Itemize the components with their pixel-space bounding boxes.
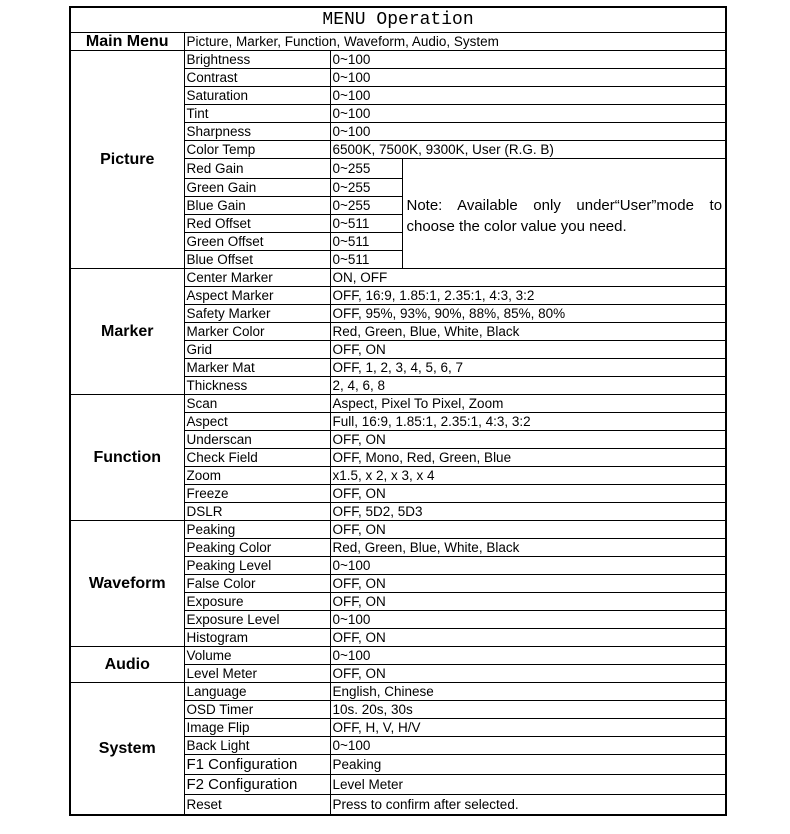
setting-name: Zoom — [184, 467, 330, 485]
setting-value: OFF, ON — [330, 665, 726, 683]
setting-value: 10s. 20s, 30s — [330, 701, 726, 719]
setting-name: Blue Offset — [184, 251, 330, 269]
section-label-function: Function — [70, 395, 184, 521]
setting-name: F1 Configuration — [184, 755, 330, 775]
setting-value: OFF, ON — [330, 341, 726, 359]
setting-name: Volume — [184, 647, 330, 665]
setting-value: OFF, ON — [330, 485, 726, 503]
setting-value: English, Chinese — [330, 683, 726, 701]
setting-value: OFF, ON — [330, 431, 726, 449]
setting-name: Exposure Level — [184, 611, 330, 629]
setting-name: Image Flip — [184, 719, 330, 737]
setting-value: 0~511 — [330, 251, 402, 269]
setting-value: 0~511 — [330, 215, 402, 233]
setting-name: Exposure — [184, 593, 330, 611]
setting-value: 0~100 — [330, 737, 726, 755]
setting-value: 0~100 — [330, 87, 726, 105]
main-menu-row — [70, 33, 726, 51]
setting-value: 0~511 — [330, 233, 402, 251]
setting-value: 0~255 — [330, 197, 402, 215]
setting-value: 0~255 — [330, 159, 402, 179]
setting-value: OFF, ON — [330, 521, 726, 539]
setting-name: Peaking — [184, 521, 330, 539]
section-label-picture: Picture — [70, 51, 184, 269]
setting-value: Red, Green, Blue, White, Black — [330, 539, 726, 557]
setting-value: OFF, H, V, H/V — [330, 719, 726, 737]
color-gain-note: Note: Available only under“User”mode to choose the color value you need. — [402, 159, 726, 269]
setting-name: Underscan — [184, 431, 330, 449]
menu-operation-table — [69, 6, 727, 816]
setting-value: OFF, ON — [330, 575, 726, 593]
setting-name: Peaking Color — [184, 539, 330, 557]
menu-operation-document — [69, 6, 725, 816]
setting-value: OFF, 5D2, 5D3 — [330, 503, 726, 521]
setting-name: Language — [184, 683, 330, 701]
setting-name: Blue Gain — [184, 197, 330, 215]
setting-name: Safety Marker — [184, 305, 330, 323]
setting-value: Press to confirm after selected. — [330, 795, 726, 816]
setting-name: Green Gain — [184, 179, 330, 197]
table-row — [70, 395, 726, 413]
table-title: MENU Operation — [70, 7, 726, 33]
table-row — [70, 647, 726, 665]
table-row — [70, 683, 726, 701]
setting-name: Back Light — [184, 737, 330, 755]
main-menu-value: Picture, Marker, Function, Waveform, Audio, System — [184, 33, 726, 51]
section-label-marker: Marker — [70, 269, 184, 395]
setting-name: Tint — [184, 105, 330, 123]
table-row — [70, 269, 726, 287]
setting-value: Red, Green, Blue, White, Black — [330, 323, 726, 341]
setting-name: DSLR — [184, 503, 330, 521]
setting-value: 0~100 — [330, 557, 726, 575]
setting-value: OFF, ON — [330, 593, 726, 611]
section-label-waveform: Waveform — [70, 521, 184, 647]
setting-name: Color Temp — [184, 141, 330, 159]
setting-name: Reset — [184, 795, 330, 816]
setting-value: 0~255 — [330, 179, 402, 197]
setting-name: Grid — [184, 341, 330, 359]
setting-name: Saturation — [184, 87, 330, 105]
setting-name: Histogram — [184, 629, 330, 647]
setting-value: 0~100 — [330, 105, 726, 123]
setting-value: OFF, ON — [330, 629, 726, 647]
setting-value: OFF, 95%, 93%, 90%, 88%, 85%, 80% — [330, 305, 726, 323]
setting-value: 0~100 — [330, 69, 726, 87]
setting-value: Aspect, Pixel To Pixel, Zoom — [330, 395, 726, 413]
setting-name: Level Meter — [184, 665, 330, 683]
setting-value: 0~100 — [330, 611, 726, 629]
main-menu-label: Main Menu — [70, 33, 184, 51]
setting-value: x1.5, x 2, x 3, x 4 — [330, 467, 726, 485]
setting-name: Check Field — [184, 449, 330, 467]
setting-value: Full, 16:9, 1.85:1, 2.35:1, 4:3, 3:2 — [330, 413, 726, 431]
setting-value: 0~100 — [330, 647, 726, 665]
setting-name: Brightness — [184, 51, 330, 69]
setting-name: Red Gain — [184, 159, 330, 179]
setting-name: Green Offset — [184, 233, 330, 251]
setting-name: Aspect — [184, 413, 330, 431]
section-label-system: System — [70, 683, 184, 816]
setting-value: 0~100 — [330, 123, 726, 141]
setting-name: Freeze — [184, 485, 330, 503]
table-row — [70, 51, 726, 69]
setting-value: 6500K, 7500K, 9300K, User (R.G. B) — [330, 141, 726, 159]
setting-name: Aspect Marker — [184, 287, 330, 305]
setting-value: Level Meter — [330, 775, 726, 795]
setting-value: ON, OFF — [330, 269, 726, 287]
setting-name: Marker Color — [184, 323, 330, 341]
setting-name: Scan — [184, 395, 330, 413]
setting-name: Red Offset — [184, 215, 330, 233]
setting-value: 0~100 — [330, 51, 726, 69]
section-label-audio: Audio — [70, 647, 184, 683]
setting-name: Marker Mat — [184, 359, 330, 377]
setting-value: OFF, 16:9, 1.85:1, 2.35:1, 4:3, 3:2 — [330, 287, 726, 305]
setting-value: OFF, 1, 2, 3, 4, 5, 6, 7 — [330, 359, 726, 377]
setting-value: 2, 4, 6, 8 — [330, 377, 726, 395]
setting-name: Center Marker — [184, 269, 330, 287]
setting-name: Contrast — [184, 69, 330, 87]
setting-name: Thickness — [184, 377, 330, 395]
setting-name: Sharpness — [184, 123, 330, 141]
title-row — [70, 7, 726, 33]
setting-value: Peaking — [330, 755, 726, 775]
setting-name: False Color — [184, 575, 330, 593]
setting-name: F2 Configuration — [184, 775, 330, 795]
setting-value: OFF, Mono, Red, Green, Blue — [330, 449, 726, 467]
setting-name: Peaking Level — [184, 557, 330, 575]
table-row — [70, 521, 726, 539]
setting-name: OSD Timer — [184, 701, 330, 719]
